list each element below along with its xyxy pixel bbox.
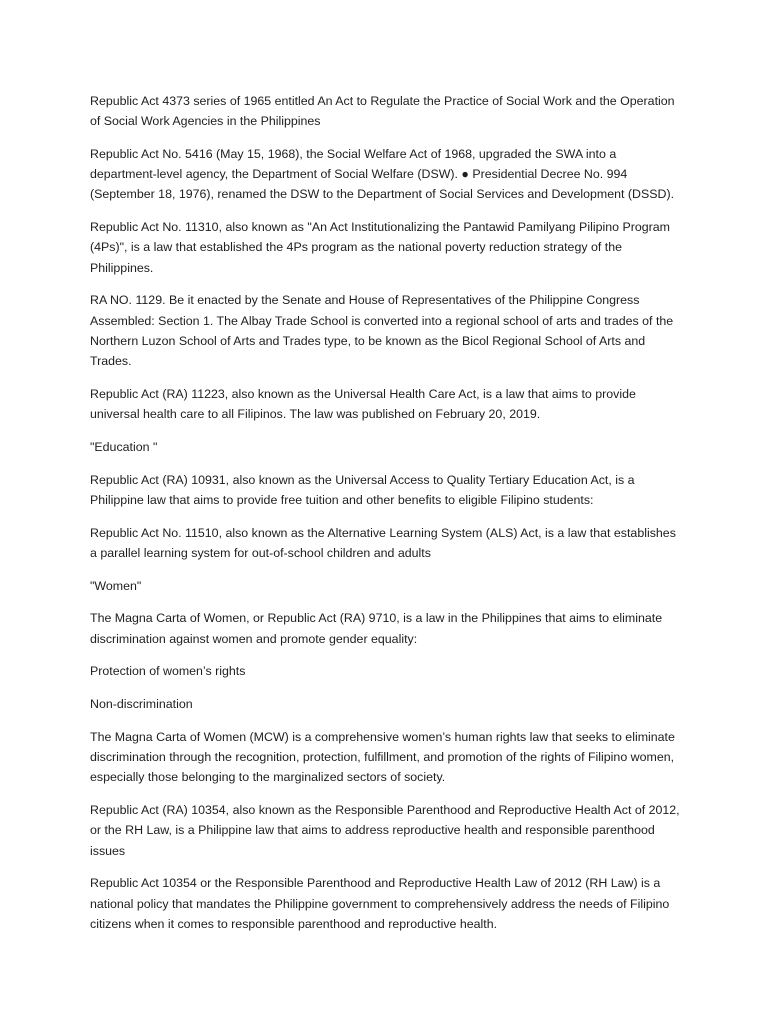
paragraph-ra-10931: Republic Act (RA) 10931, also known as the Universal Access to Quality Tertiary Education Act, is a Philippine law that aims to provide free tuition and other benefits to eligible Filipino students: <box>90 472 635 507</box>
document-body <box>90 91 682 947</box>
item-protection-of-womens-rights: Protection of women’s rights <box>90 664 246 679</box>
paragraph-ra-10354-rh-act: Republic Act (RA) 10354, also known as the Responsible Parenthood and Reproductive Health Act of 2012, or the RH Law, is a Philippine law that aims to address reproductive health and responsible parenthood issues <box>90 803 680 858</box>
paragraph-ra-11223: Republic Act (RA) 11223, also known as the Universal Health Care Act, is a law that aims to provide universal health care to all Filipinos. The law was published on February 20, 2019. <box>90 386 636 422</box>
paragraph-ra-10354-rh-law: Republic Act 10354 or the Responsible Parenthood and Reproductive Health Law of 2012 (RH Law) is a national policy that mandates the Philippine government to comprehensively address the needs of Filipino citizens when it comes to responsible parenthood and reproductive health. <box>90 876 670 931</box>
paragraph-ra-1129: RA NO. 1129. Be it enacted by the Senate and House of Representatives of the Philippine Congress Assembled: Section 1. The Albay Trade School is converted into a regional school of arts and trades of the Northern Luzon School of Arts and Trades type, to be known as the Bicol Regional School of Arts and Trades. <box>90 293 674 369</box>
paragraph-ra-9710: The Magna Carta of Women, or Republic Act (RA) 9710, is a law in the Philippines that aims to eliminate discrimination against women and promote gender equality: <box>90 611 663 646</box>
heading-women: "Women" <box>90 578 142 593</box>
item-non-discrimination: Non-discrimination <box>90 697 193 712</box>
paragraph-ra-4373: Republic Act 4373 series of 1965 entitled An Act to Regulate the Practice of Social Work and the Operation of Social Work Agencies in the Philippines <box>90 94 675 129</box>
paragraph-ra-11310: Republic Act No. 11310, also known as "An Act Institutionalizing the Pantawid Pamilyang Pilipino Program (4Ps)", is a law that established the 4Ps program as the national poverty reduction strategy of the Philippines. <box>90 220 670 275</box>
paragraph-ra-5416: Republic Act No. 5416 (May 15, 1968), the Social Welfare Act of 1968, upgraded the SWA into a department-level agency, the Department of Social Welfare (DSW). ● Presidential Decree No. 994 (September 18, 1976), renamed the DSW to the Department of Social Services and Development (DSSD). <box>90 147 675 202</box>
heading-education: "Education " <box>90 439 158 454</box>
paragraph-ra-11510: Republic Act No. 11510, also known as the Alternative Learning System (ALS) Act, is a law that establishes a parallel learning system for out-of-school children and adults <box>90 525 676 560</box>
paragraph-magna-carta-mcw: The Magna Carta of Women (MCW) is a comprehensive women’s human rights law that seeks to eliminate discrimination through the recognition, protection, fulfillment, and promotion of the rights of Filipino women, especially those belonging to the marginalized sectors of society. <box>90 730 675 785</box>
